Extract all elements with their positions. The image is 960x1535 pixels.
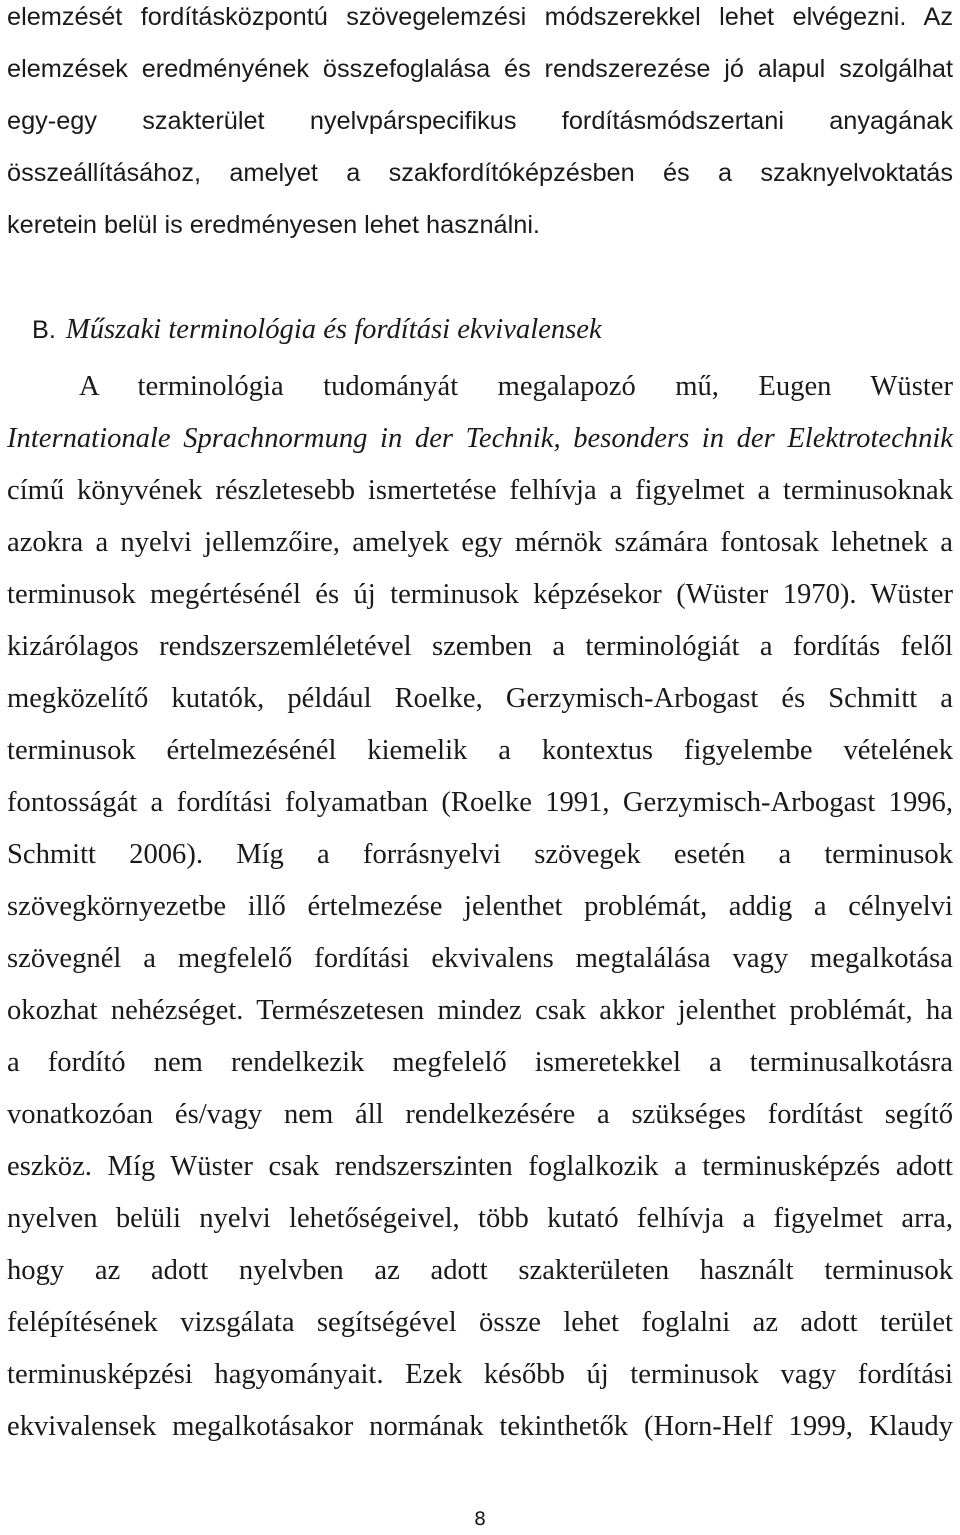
paragraph-line: Schmitt 2006). Míg a forrásnyelvi szövegek esetén a terminusok xyxy=(7,839,953,870)
paragraph-line: terminusok megértésénél és új terminusok képzésekor (Wüster 1970). Wüster xyxy=(7,579,953,610)
section-heading xyxy=(32,316,602,345)
paragraph-line: felépítésének vizsgálata segítségével össze lehet foglalni az adott terület xyxy=(7,1307,953,1338)
paragraph-line: összeállításához, amelyet a szakfordítóképzésben és a szaknyelvoktatás xyxy=(7,159,953,187)
paragraph-line: keretein belül is eredményesen lehet használni. xyxy=(7,211,540,239)
paragraph-line: eszköz. Míg Wüster csak rendszerszinten foglalkozik a terminusképzés adott xyxy=(7,1151,953,1182)
paragraph-line: megközelítő kutatók, például Roelke, Gerzymisch-Arbogast és Schmitt a xyxy=(7,683,953,714)
paragraph-line: fontosságát a fordítási folyamatban (Roelke 1991, Gerzymisch-Arbogast 1996, xyxy=(7,787,953,818)
paragraph-line: kizárólagos rendszerszemléletével szemben a terminológiát a fordítás felől xyxy=(7,631,953,662)
paragraph-line: szövegkörnyezetbe illő értelmezése jelenthet problémát, addig a célnyelvi xyxy=(7,891,953,922)
paragraph-line: című könyvének részletesebb ismertetése felhívja a figyelmet a terminusoknak xyxy=(7,475,953,506)
paragraph-line: okozhat nehézséget. Természetesen mindez csak akkor jelenthet problémát, ha xyxy=(7,995,953,1026)
paragraph-line: elemzését fordításközpontú szövegelemzési módszerekkel lehet elvégezni. Az xyxy=(7,3,953,31)
paragraph-line: a fordító nem rendelkezik megfelelő ismeretekkel a terminusalkotásra xyxy=(7,1047,953,1078)
paragraph-line: terminusok értelmezésénél kiemelik a kontextus figyelembe vételének xyxy=(7,735,953,766)
section-number: B. xyxy=(32,316,56,344)
paragraph-line: terminusképzési hagyományait. Ezek később új terminusok vagy fordítási xyxy=(7,1359,953,1390)
paragraph-line: A terminológia tudományát megalapozó mű, Eugen Wüster xyxy=(79,371,953,402)
book-title-line: Internationale Sprachnormung in der Technik, besonders in der Elektrotechnik xyxy=(7,423,953,454)
paragraph-line: ekvivalensek megalkotásakor normának tekinthetők (Horn-Helf 1999, Klaudy xyxy=(7,1411,953,1442)
paragraph-line: szövegnél a megfelelő fordítási ekvivalens megtalálása vagy megalkotása xyxy=(7,943,953,974)
paragraph-line: elemzések eredményének összefoglalása és rendszerezése jó alapul szolgálhat xyxy=(7,55,953,83)
paragraph-line: hogy az adott nyelvben az adott szakterületen használt terminusok xyxy=(7,1255,953,1286)
paragraph-line: azokra a nyelvi jellemzőire, amelyek egy mérnök számára fontosak lehetnek a xyxy=(7,527,953,558)
paragraph-line: vonatkozóan és/vagy nem áll rendelkezésére a szükséges fordítást segítő xyxy=(7,1099,953,1130)
paragraph-line: egy-egy szakterület nyelvpárspecifikus fordításmódszertani anyagának xyxy=(7,107,953,135)
section-title: Műszaki terminológia és fordítási ekvivalensek xyxy=(65,314,602,345)
paragraph-line: nyelven belüli nyelvi lehetőségeivel, több kutató felhívja a figyelmet arra, xyxy=(7,1203,953,1234)
page-number: 8 xyxy=(473,1508,487,1530)
